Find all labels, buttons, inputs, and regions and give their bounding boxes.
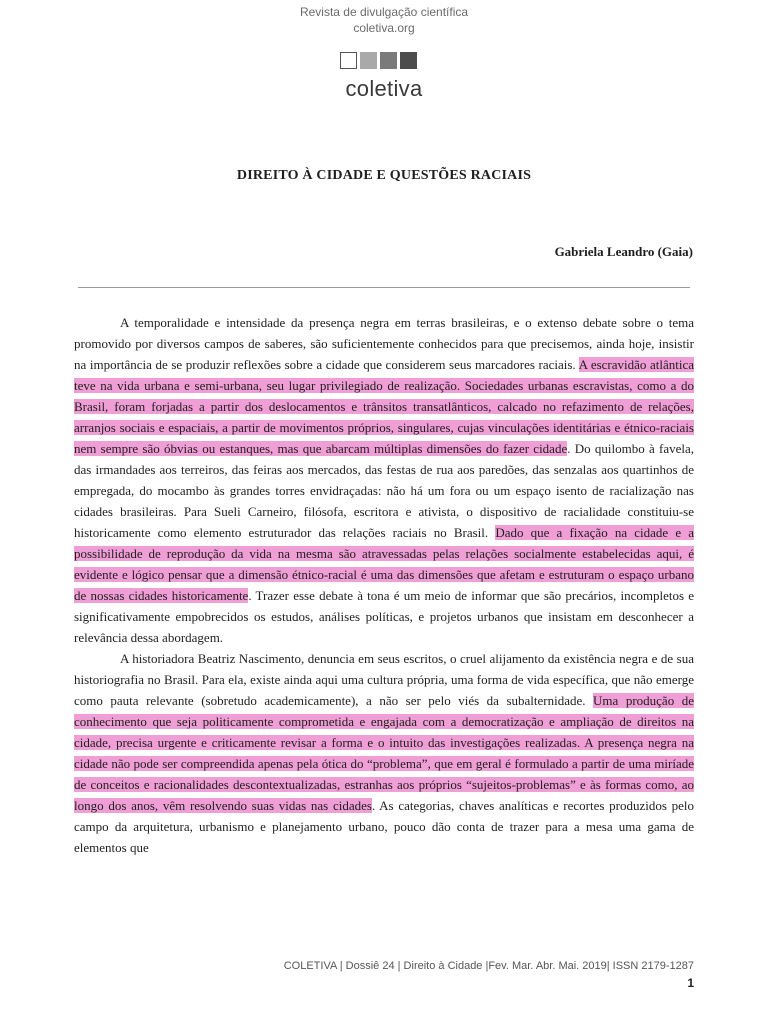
journal-url: coletiva.org <box>353 21 415 35</box>
highlighted-passage: Dado que a fixação na cidade e a possibilidade de reprodução da vida na mesma são atravessadas pelas relações socialmente estabelecidas aqui, é evidente e lógico pensar que a dimensão étnico-racial é uma das dimensões que afetam e estruturam o espaço urbano de nossas cidades historicamente <box>74 525 695 603</box>
text-segment: A historiadora Beatriz Nascimento, denuncia em seus escritos, o cruel alijamento da existência negra e de sua historiografia no Brasil. Para ela, existe ainda aqui uma cultura própria, uma forma de vida específica, que não emerge como pauta relevante (sobretudo academicamente), a não ser pelo viés da subalternidade. <box>74 651 694 708</box>
text-segment: A temporalidade e intensidade da presença negra em terras brasileiras, e o extenso debate sobre o tema promovido por diversos campos de saberes, são suficientemente conhecidos para que precisemos, ainda hoje, insistir na importância de se produzir reflexões sobre a cidade que considerem seus marcadores raciais. <box>74 315 694 372</box>
article-title: DIREITO À CIDADE E QUESTÕES RACIAIS <box>236 168 532 183</box>
page-number: 1 <box>687 976 694 990</box>
divider <box>78 287 690 288</box>
article-author: Gabriela Leandro (Gaia) <box>554 244 693 259</box>
highlighted-passage: Uma produção de conhecimento que seja politicamente comprometida e engajada com a democratização e ampliação de direitos na cidade, precisa urgente e criticamente revisar a forma e o intuito das investigações realizadas. A presença negra na cidade não pode ser compreendida apenas pela ótica do “problema”, que em geral é formulado a partir de uma miríade de conceitos e racionalidades descontextualizadas, estranhas aos próprios “sujeitos-problemas” e às formas como, ao longo dos anos, vêm resolvendo suas vidas nas cidades <box>74 693 694 813</box>
text-segment: . As categorias, chaves analíticas e recortes produzidos pelo campo da arquitetura, urbanismo e planejamento urbano, pouco dão conta de trazer para a mesa uma gama de elementos que <box>74 798 694 855</box>
text-segment: . Trazer esse debate à tona é um meio de informar que são precários, incompletos e significativamente empobrecidos os estudos, análises políticas, e projetos urbanos que insistam em desconhecer a relevância dessa abordagem. <box>74 588 694 645</box>
article-body <box>74 312 694 858</box>
paragraph-1 <box>74 312 694 648</box>
journal-subtitle: Revista de divulgação científica <box>299 5 469 19</box>
footer-citation: COLETIVA | Dossiê 24 | Direito à Cidade |Fev. Mar. Abr. Mai. 2019| ISSN 2179-1287 <box>283 960 694 972</box>
text-segment: . Do quilombo à favela, das irmandades aos terreiros, das feiras aos mercados, das festas de rua aos paredões, das senzalas aos quartinhos de empregada, do mocambo às grandes torres envidraçadas: não há um fora ou um espaço isento de racialização nas cidades brasileiras. Para Sueli Carneiro, filósofa, escritora e ativista, o dispositivo de racialidade constituiu-se historicamente como elemento estruturador das relações raciais no Brasil. <box>74 441 695 540</box>
logo-squares-icon <box>340 52 430 70</box>
highlighted-passage: A escravidão atlântica teve na vida urbana e semi-urbana, seu lugar privilegiado de realização. Sociedades urbanas escravistas, como a do Brasil, foram forjadas a partir dos deslocamentos e trânsitos transatlânticos, calcado no refazimento de relações, arranjos sociais e espaciais, a partir de movimentos próprios, singulares, cujas vinculações identitárias e étnico-raciais nem sempre são óbvias ou estanques, mas que abarcam múltiplas dimensões do fazer cidade <box>74 357 695 456</box>
logo-wordmark: coletiva <box>345 76 423 101</box>
paragraph-2 <box>74 648 694 858</box>
journal-header <box>0 4 768 36</box>
